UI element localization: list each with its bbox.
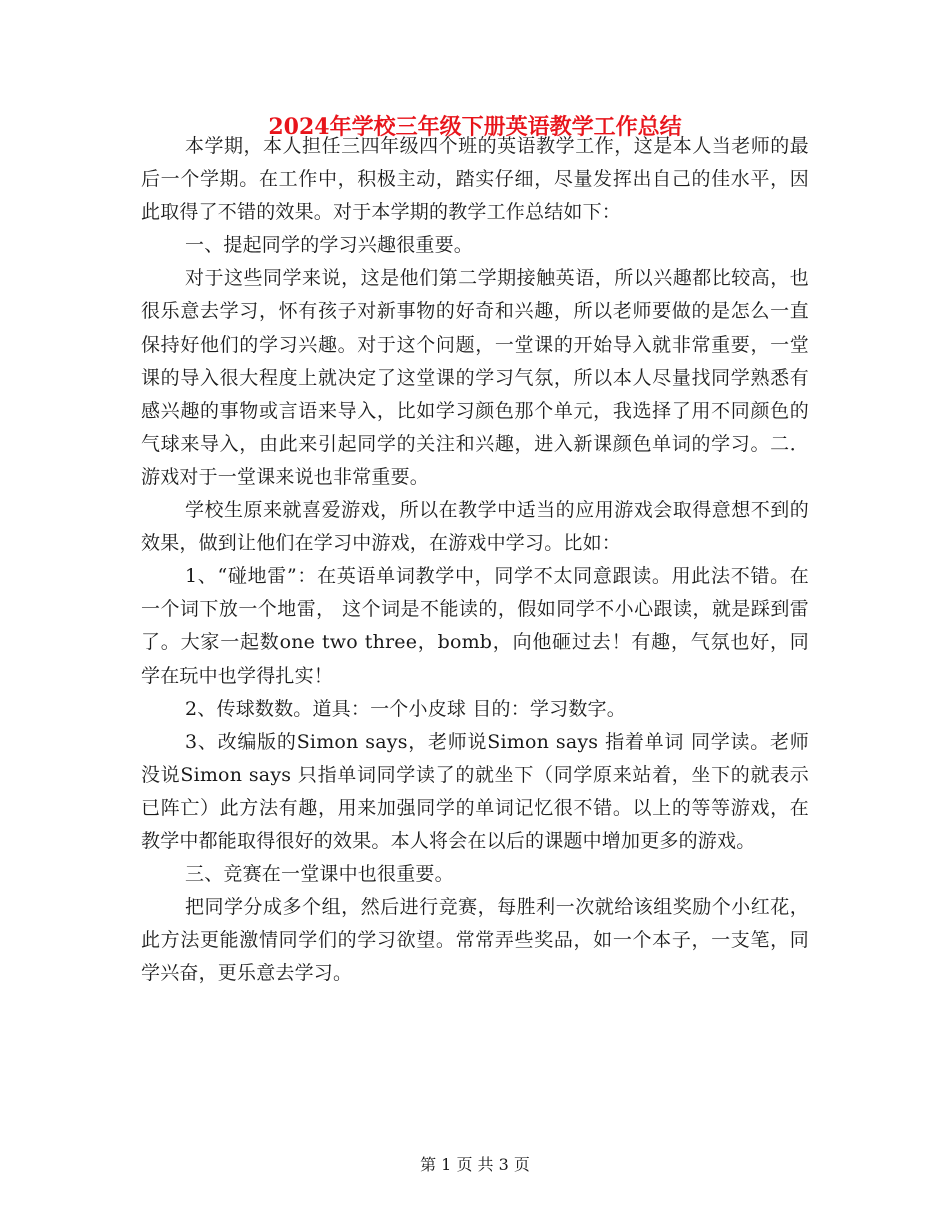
paragraph-intro: 本学期，本人担任三四年级四个班的英语教学工作，这是本人当老师的最后一个学期。在工作中，积极主动，踏实仔细，尽量发挥出自己的佳水平，因此取得了不错的效果。对于本学期的教学工作总结如下： xyxy=(141,135,809,224)
paragraph-game-simon: 3、改编版的Simon says，老师说Simon says 指着单词 同学读。老师没说Simon says 只指单词同学读了的就坐下（同学原来站着，坐下的就表示已阵亡）此方法有趣，用来加强同学的单词记忆很不错。以上的等等游戏，在教学中都能取得很好的效果。本人将会在以后的课题中增加更多的游戏。 xyxy=(141,730,809,852)
paragraph-interest: 对于这些同学来说，这是他们第二学期接触英语，所以兴趣都比较高，也很乐意去学习，怀有孩子对新事物的好奇和兴趣，所以老师要做的是怎么一直保持好他们的学习兴趣。对于这个问题，一堂课的开始导入就非常重要，一堂课的导入很大程度上就决定了这堂课的学习气氛，所以本人尽量找同学熟悉有感兴趣的事物或言语来导入，比如学习颜色那个单元，我选择了用不同颜色的气球来导入，由此来引起同学的关注和兴趣，进入新课颜色单词的学习。二．游戏对于一堂课来说也非常重要。 xyxy=(141,267,809,488)
heading-section-three: 三、竞赛在一堂课中也很重要。 xyxy=(185,863,454,886)
document-body xyxy=(141,130,809,990)
paragraph-games: 学校生原来就喜爱游戏，所以在教学中适当的应用游戏会取得意想不到的效果，做到让他们在学习中游戏，在游戏中学习。比如： xyxy=(141,499,809,555)
paragraph-game-ball: 2、传球数数。道具：一个小皮球 目的：学习数字。 xyxy=(185,697,626,720)
paragraph-game-mine: 1、“碰地雷”：在英语单词教学中，同学不太同意跟读。用此法不错。在一个词下放一个地雷， 这个词是不能读的，假如同学不小心跟读，就是踩到雷了。大家一起数one two three，bomb，向他砸过去！有趣，气氛也好，同学在玩中也学得扎实！ xyxy=(141,565,809,687)
page-number-footer: 第 1 页 共 3 页 xyxy=(420,1155,530,1174)
heading-section-one: 一、提起同学的学习兴趣很重要。 xyxy=(185,234,474,257)
paragraph-competition: 把同学分成多个组，然后进行竞赛，每胜利一次就给该组奖励个小红花，此方法更能激情同学们的学习欲望。常常弄些奖品，如一个本子，一支笔，同学兴奋，更乐意去学习。 xyxy=(141,896,809,985)
document-title: 2024年学校三年级下册英语教学工作总结 xyxy=(268,114,682,140)
